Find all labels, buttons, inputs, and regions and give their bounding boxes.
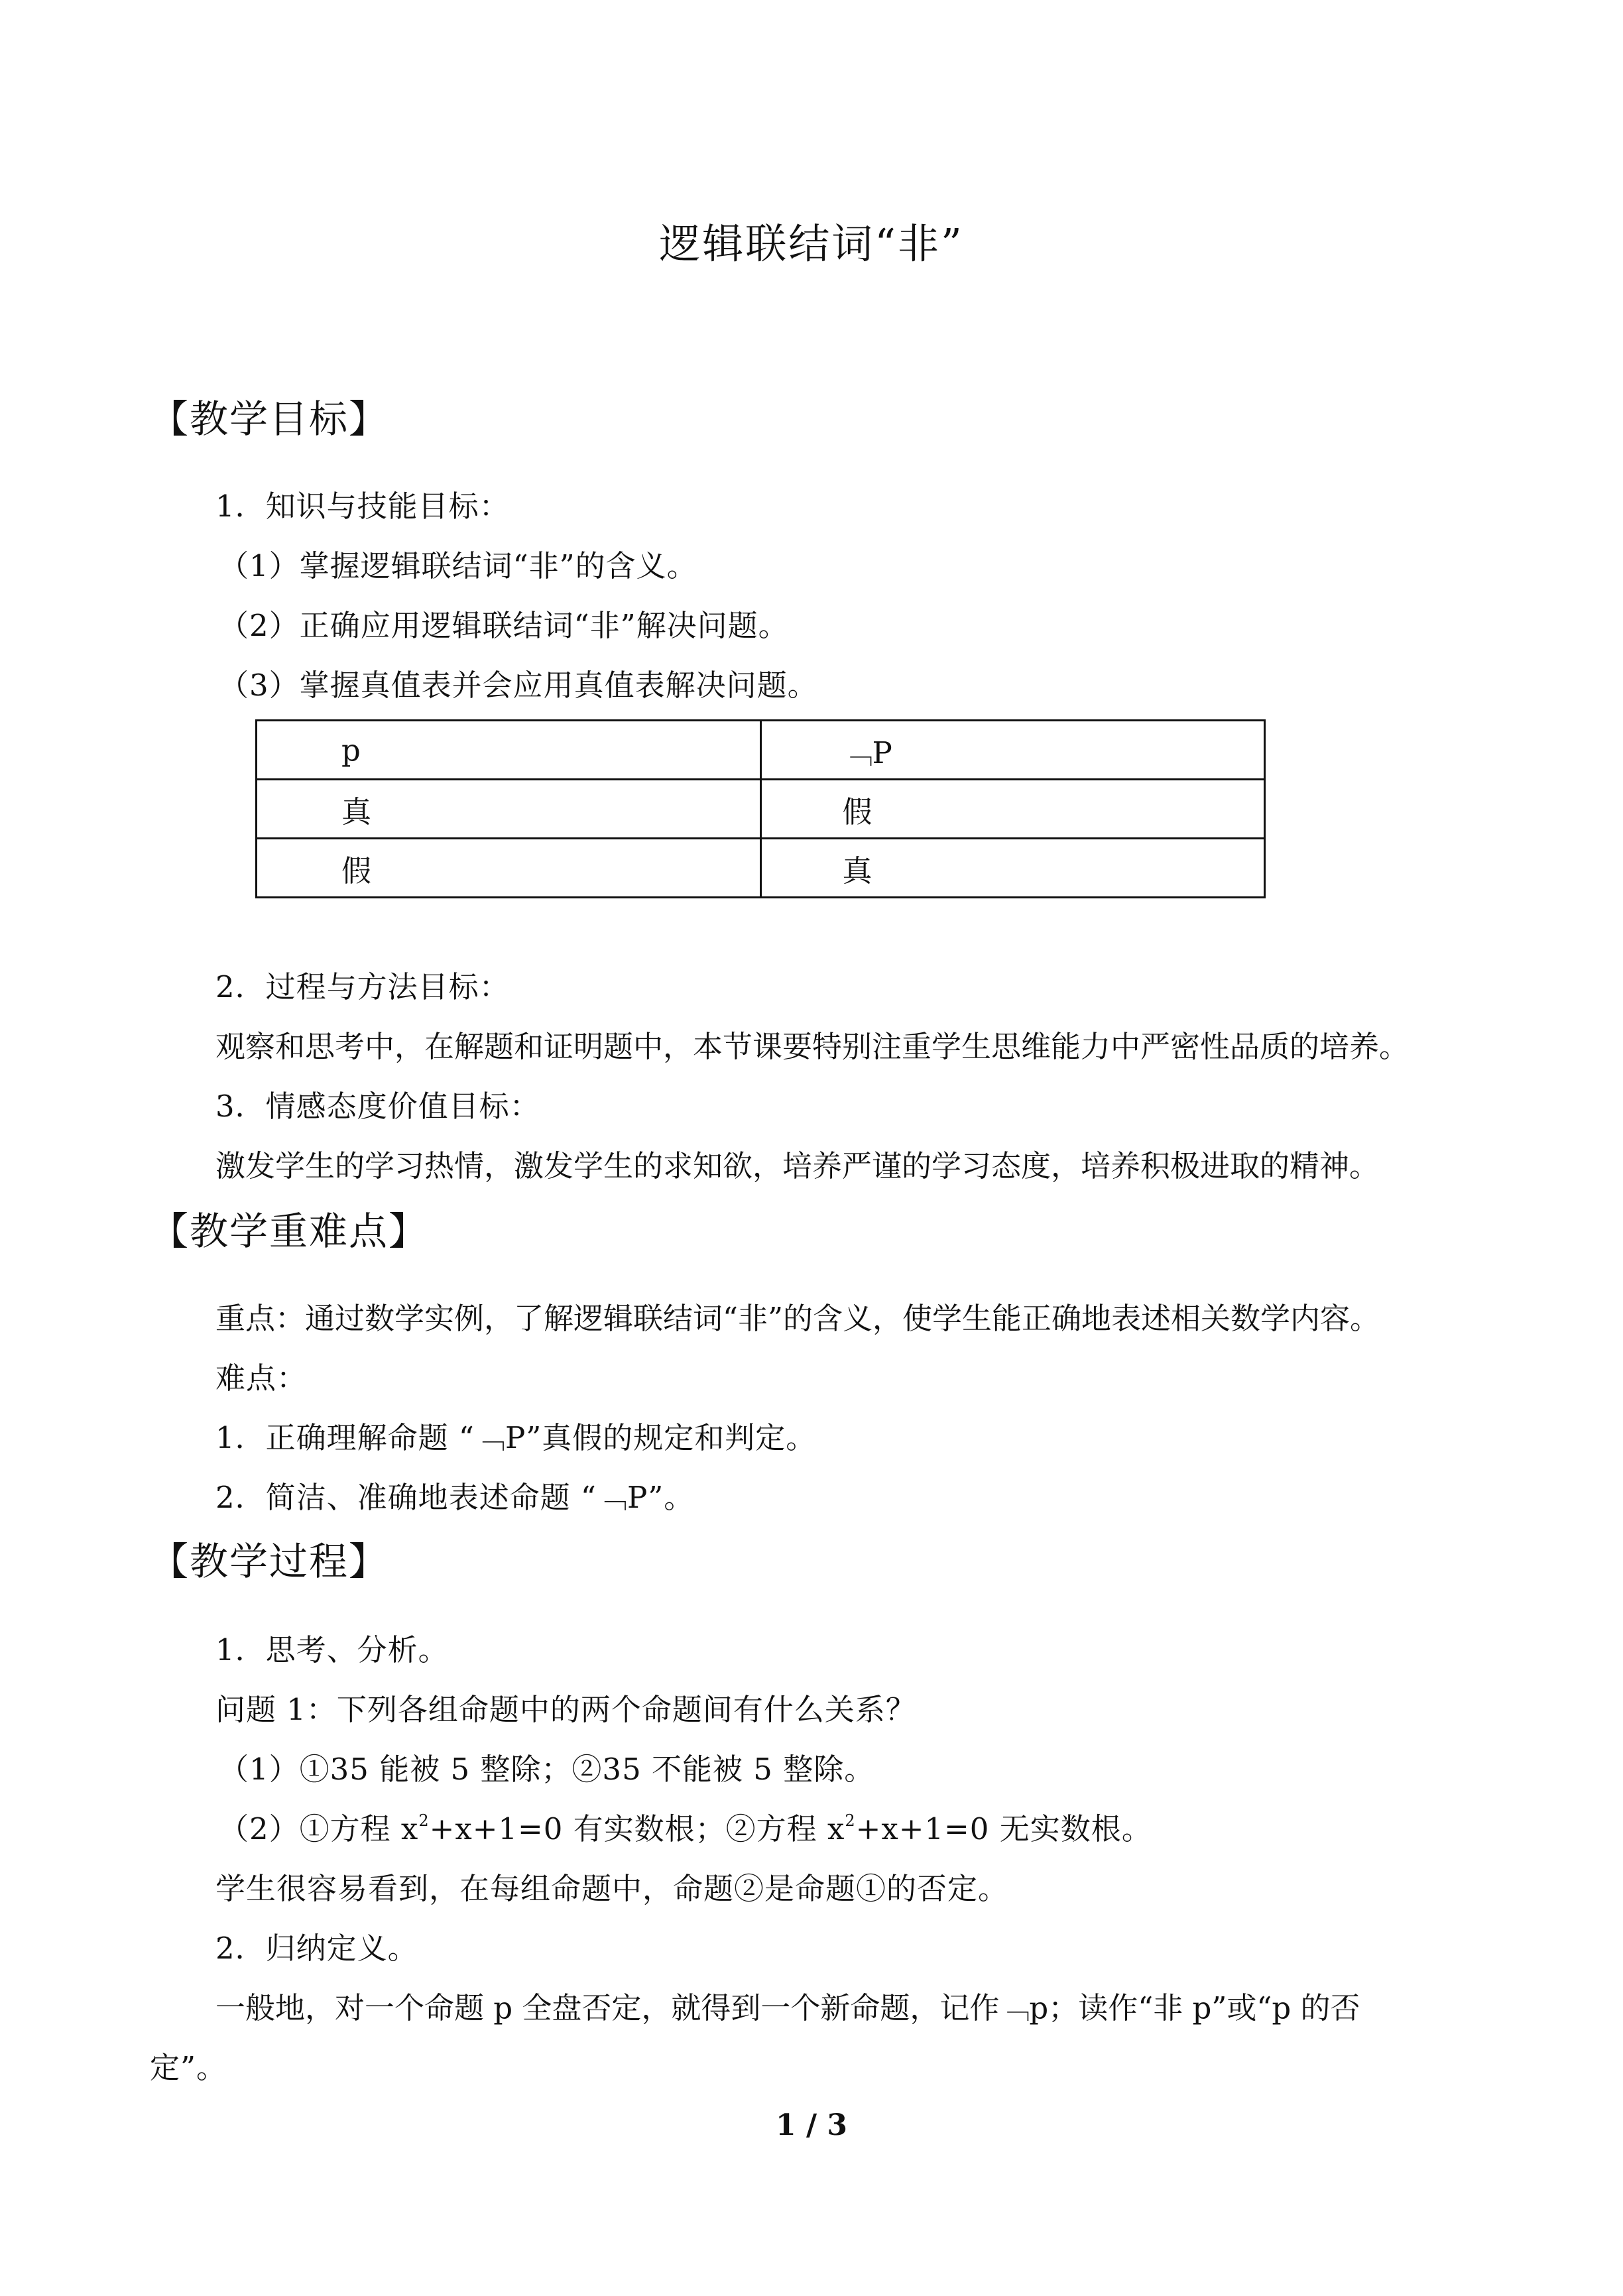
heading-key-difficult-points: 【教学重难点】 (150, 1209, 429, 1254)
difficulty-label: 难点： (215, 1360, 308, 1396)
goal-item-1: （1）掌握逻辑联结词“非”的含义。 (219, 548, 697, 583)
truth-table-row (257, 839, 1265, 898)
goal-knowledge-skills: 1．知识与技能目标： (215, 489, 510, 524)
goal-process-method: 2．过程与方法目标： (215, 969, 510, 1004)
heading-teaching-process: 【教学过程】 (150, 1539, 389, 1584)
question-1-part-a: （1）①35 能被 5 整除；②35 不能被 5 整除。 (219, 1752, 875, 1787)
goal-emotion-values-text: 激发学生的学习热情，激发学生的求知欲，培养严谨的学习态度，培养积极进取的精神。 (215, 1148, 1380, 1183)
truth-table-cell: 真 (257, 780, 761, 839)
truth-table-header-p: p (257, 721, 761, 780)
question-1: 问题 1：下列各组命题中的两个命题间有什么关系？ (215, 1692, 916, 1727)
truth-table-header-not-p: ﹁P (760, 721, 1265, 780)
definition-line-1: 一般地，对一个命题 p 全盘否定，就得到一个新命题，记作﹁p；读作“非 p”或“p 的否 (215, 1990, 1360, 2025)
observation-text: 学生很容易看到，在每组命题中，命题②是命题①的否定。 (215, 1871, 1009, 1906)
difficulty-item-1: 1．正确理解命题 “﹁P”真假的规定和判定。 (215, 1420, 817, 1455)
heading-teaching-goals: 【教学目标】 (150, 396, 389, 442)
goal-emotion-values: 3．情感态度价值目标： (215, 1089, 540, 1124)
difficulty-item-2: 2．简洁、准确地表述命题 “﹁P”。 (215, 1480, 695, 1515)
truth-table-cell: 假 (760, 780, 1265, 839)
truth-table-header-row (257, 721, 1265, 780)
goal-process-method-text: 观察和思考中，在解题和证明题中，本节课要特别注重学生思维能力中严密性品质的培养。 (215, 1029, 1410, 1064)
goal-item-2: （2）正确应用逻辑联结词“非”解决问题。 (219, 608, 789, 643)
page-number: 1 / 3 (776, 2108, 847, 2142)
process-step-2: 2．归纳定义。 (215, 1931, 418, 1966)
question-1-part-b: （2）①方程 $x^2+x+1=0$ 有实数根；②方程 $x^2+x+1=0$ 无实数根。 (219, 1811, 1152, 1846)
truth-table-cell: 假 (257, 839, 761, 898)
page-title: 逻辑联结词“非” (659, 219, 964, 268)
process-step-1: 1．思考、分析。 (215, 1632, 449, 1667)
truth-table (255, 719, 1266, 898)
truth-table-cell: 真 (760, 839, 1265, 898)
goal-item-3: （3）掌握真值表并会应用真值表解决问题。 (219, 668, 818, 703)
definition-line-2: 定”。 (150, 2050, 227, 2085)
key-point-text: 重点：通过数学实例，了解逻辑联结词“非”的含义，使学生能正确地表述相关数学内容。 (215, 1301, 1380, 1336)
truth-table-row (257, 780, 1265, 839)
